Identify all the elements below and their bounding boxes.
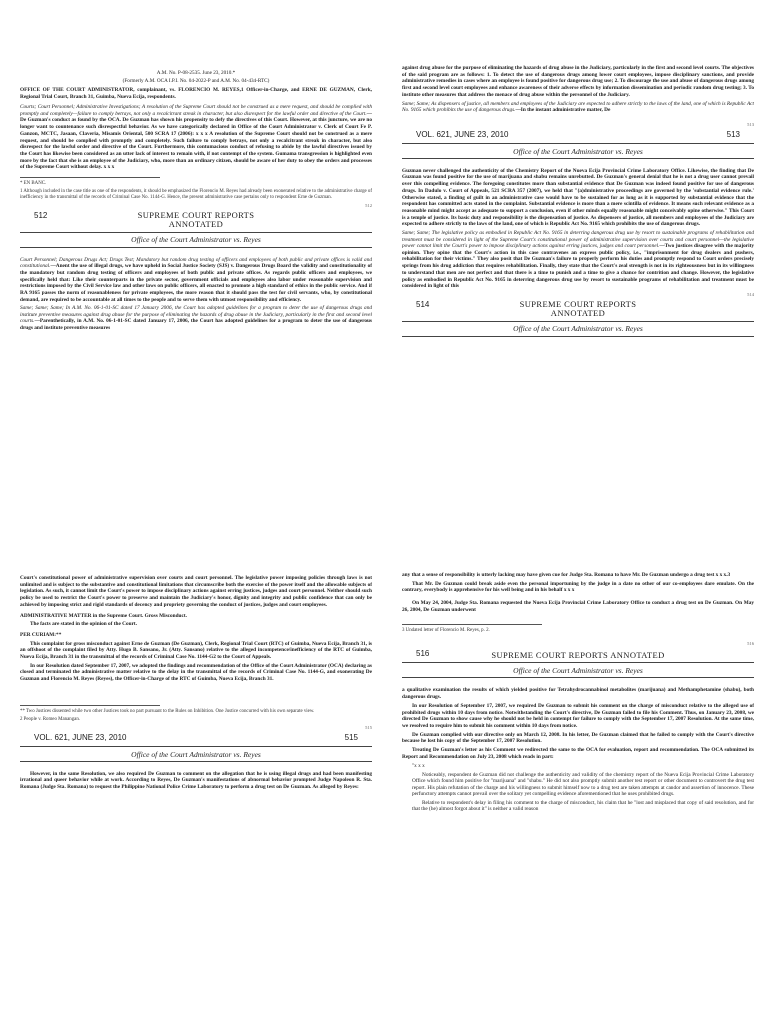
header-page-number: 516	[416, 649, 430, 659]
header-volume: VOL. 621, JUNE 23, 2010	[34, 732, 127, 742]
footnote-rule	[20, 705, 160, 706]
header-title: SUPREME COURT REPORTS ANNOTATED	[491, 650, 665, 661]
quote-paragraph-2: Noticeably, respondent de Guzman did not challenge the authenticity and validity of the chemistry report of the Nueva Ecija Provincial Crime Laboratory Office which found him positive for "marijuana" and "shabu." He did not also promptly submit another test report or other document to controvert the drug test report. His plain refutation of the charge and his willingness to submit himself now to a drug test are taken attempts at candor and assertion of innocence. These perfunctory attempts cannot prevail over the solitary yet compelling evidence aforementioned that he uses prohibited drugs.	[412, 771, 754, 798]
syllabus-4-bold: —In the instant administrative matter, De	[515, 107, 611, 114]
per-curiam: PER CURIAM:**	[20, 631, 62, 638]
footnote-3: 3 Undated letter of Florencio M. Reyes, p. 2.	[402, 627, 490, 633]
header-rule	[402, 143, 754, 144]
facts-line: The facts are stated in the opinion of the Court.	[30, 621, 138, 628]
footnote-rule	[20, 177, 160, 178]
header-title-line-2: ANNOTATED	[168, 219, 224, 230]
page-515-top	[20, 575, 372, 1024]
case-number: A.M. No. P-08-2535. June 23, 2010.*	[156, 70, 236, 76]
footnote-star: * EN BANC.	[20, 181, 47, 187]
header-page-number: 513	[726, 129, 740, 139]
header-case-title: Office of the Court Administrator vs. Reyes	[131, 749, 261, 759]
header-rule	[402, 321, 754, 322]
page-number: 516	[747, 641, 754, 647]
header-title-line-1: SUPREME COURT REPORTS	[137, 209, 255, 220]
body-paragraph-1: That Mr. De Guzman could break aside even the personal importuning by the judge in a date no other of our co-employees dare emulate. On the contrary, everybody is apprehensive for his well being and in his behalf x x x	[402, 580, 754, 594]
body-paragraph-4: In our Resolution of September 17, 2007, we required De Guzman to submit his comment on the charge of misconduct relative to the alleged use of prohibited drugs within 10 days from notice. Notwithstanding the Court's directive, De Guzman failed to file his Comment. Thus, on January 23, 2008, we directed De Guzman to show cause why he should not be held in contempt for failure to comply with the September 17, 2007 Resolution. At the same time, we resolved to require him to submit his comment within 10 days from notice.	[402, 702, 754, 729]
header-title	[402, 300, 754, 319]
syllabus-1	[20, 104, 372, 171]
syllabus-2	[20, 257, 372, 304]
page-513-top	[402, 65, 754, 565]
header-case-title: Office of the Court Administrator vs. Reyes	[513, 666, 643, 676]
footnote-2star: ** Two Justices dissented while two other Justices took no part pursuant to the Rules on Inhibition. One Justice concurred with his own separate view.	[20, 708, 315, 714]
header-case-title: Office of the Court Administrator vs. Reyes	[513, 323, 643, 333]
case-formerly: (Formerly A.M. OCA I.P.I. No. 04-2022-P and A.M. No. 04-434-RTC)	[122, 78, 270, 85]
page-number-2: 514	[747, 291, 754, 297]
continuation-text: against drug abuse for the purpose of eliminating the hazards of drug abuse in the Judiciary, particularly in the first and second level courts. The objectives of the said program are as follows: 1. To detect the use of dangerous drugs among lower court employees, impose disciplinary sanctions, and provide administrative remedies in cases where an employee is found positive for dangerous drug use; 2. To discourage the use and abuse of dangerous drugs among first and second level court employees and enhance awareness of their adverse effects by information dissemination and periodic random drug testing; 3. To institute other measures that address the menace of drug abuse within the personnel of the Judiciary.	[402, 65, 754, 98]
page-number: 513	[747, 121, 754, 127]
syllabus-1-bold: —De Guzman's conduct as found by the OCA. De Guzman has shown his propensity to defy the directives of this Court. However, at this juncture, we are no longer want to countenance such disrespectful behavior. As we have categorically declared in Office of the Court Administrator v. Clerk of Court Fe P. Ganzon, MCTC, Jasaan, Claveria, Misamis Oriental, 500 SCRA 17 (2006): x x x A resolution of the Supreme Court should not be construed as a mere request, and should be complied with promptly and completely. Such failure to comply betrays, not only a recalcitrant streak in character, but also disrespect for the lawful order and directive of the Court. Furthermore, this contumacious conduct of refusing to abide by the lawful directives issued by the Court has likewise been considered as an utter lack of interest to remain with, if not contempt of the system. Gumama transgression is highlighted even more by the fact that she is an employee of the Judiciary, who, more than an ordinary citizen, should be aware of her duty to obey the orders and processes of the Supreme Court without delay. x x x	[20, 110, 372, 171]
header-rule	[20, 232, 372, 233]
intro-paragraph: Court's constitutional power of administrative supervision over courts and court personnel. The legislative power imposing policies through laws is not unlimited and is subject to the substantive and constitutional limitations that circumscribe both the exercise of the power itself and the allowable subjects of legislation. As such, it cannot limit the Court's power to impose disciplinary actions against erring justices, judges and court personnel. Neither should such policy be used to restrict the Court's power to preserve and maintain the Judiciary's honor, dignity and integrity and public confidence that can only be achieved by imposing strict and rigid standards of decency and propriety governing the conduct of justices, judges and court employees.	[20, 575, 372, 608]
header-rule-2	[20, 247, 372, 248]
header-rule-2	[402, 336, 754, 337]
header-case-title: Office of the Court Administrator vs. Reyes	[131, 234, 261, 244]
body-paragraph-3: However, in the same Resolution, we also required De Guzman to comment on the allegation that he is using illegal drugs and had been manifesting irrational and queer behavior while at work. According to Reyes, De Guzman's manifestations of abnormal behavior prompted Judge Napoleon R. Sta. Romana (Judge Sta. Romana) to request the Philippine National Police Crime Laboratory to perform a drug test on De Guzman. As alleged by Reyes:	[20, 770, 372, 791]
header-rule	[20, 746, 372, 747]
syllabus-5	[402, 230, 754, 290]
syllabus-5-italic: Same; Same; The legislative policy as embodied in Republic Act No. 9165 in deterring dangerous drug use by resort to sustainable programs of rehabilitation and treatment must be considered in light of the Supreme Court's constitutional power of administrative supervision over courts and court personnel—the legislative power cannot limit the Court's power to impose disciplinary actions against erring justices, judges and court personnel.	[402, 230, 754, 250]
header-rule-2	[402, 158, 754, 159]
quote-line-1: "x x x	[412, 763, 425, 770]
syllabus-2-italic: Court Personnel; Dangerous Drugs Act; Drugs Test; Mandatory but random drug testing of officers and employees of both public and private offices is valid and constitutional.	[20, 256, 372, 270]
running-header	[402, 130, 754, 164]
header-case-title: Office of the Court Administrator vs. Reyes	[513, 146, 643, 156]
continuation-text: any that a sense of responsibility is utterly lacking may have given cue for Judge Sta. Romana to have Mr. De Guzman undergo a drug test x x x.3	[402, 572, 731, 578]
running-header-2	[402, 300, 754, 342]
page-516-top	[402, 572, 754, 1024]
header-page-number: 514	[416, 299, 430, 309]
syllabus-4	[402, 101, 754, 114]
header-title	[20, 211, 372, 230]
body-paragraph-2: In our Resolution dated September 17, 2007, we adopted the findings and recommendation of the Office of the Court Administrator (OCA) declaring as closed and terminated the administrative matter relative to the delay in the transmittal of the records of Criminal Case No. 1144-G, and exonerating De Guzman and Florencio M. Reyes (Reyes), the Officer-in-Charge of the RTC of Guimba, Nueva Ecija, Branch 31.	[20, 662, 372, 683]
page-number: 515	[365, 724, 372, 730]
syllabus-3	[20, 305, 372, 331]
syllabus-4-italic: Same; Same; As dispensers of justice, all members and employees of the Judiciary are expected to adhere strictly to the laws of the land, one of which is Republic Act No. 9165 which prohibits the use of dangerous drugs.	[402, 100, 754, 114]
body-paragraph-5: De Guzman complied with our directive only on March 12, 2008. In his letter, De Guzman claimed that he failed to comply with the Court's directive because he lost his copy of the September 17, 2007 Resolution.	[402, 731, 754, 745]
header-page-number: 512	[34, 210, 48, 220]
quote-paragraph-3: Relative to respondent's delay in filing his comment to the charge of misconduct, his claim that he "lost and misplaced that copy of said resolution, and for that the (he) almost forgot about it" is neither a valid reason	[412, 799, 754, 813]
header-rule-2	[402, 677, 754, 678]
syllabus-1-italic: Courts; Court Personnel; Administrative Investigations; A resolution of the Supreme Court should not be construed as a mere request, and should be complied with promptly and completely—failure to comply betrays, not only a recalcitrant streak in character, but also disrespect for the lawful order and directive of the Court.	[20, 104, 372, 117]
administrative-matter: ADMINISTRATIVE MATTER in the Supreme Court. Gross Misconduct.	[20, 612, 187, 619]
header-title-line-2: ANNOTATED	[550, 308, 606, 319]
syllabus-2-bold: —Anent the use of illegal drugs, we have upheld in Social Justice Society (SJS) v. Dangerous Drugs Board the validity and constitutionality of the mandatory but random drug testing of officers and employees of both public and private offices. As regards public officers and employees, we specifically held that: Like their counterparts in the private sector, government officials and employees also labor under reasonable supervision and restrictions imposed by the Civil Service law and other laws on public officers, all enacted to promote a high standard of ethics in the public service. And if RA 9165 passes the norm of reasonableness for private employees, the more reason that it should pass the test for civil servants, who, by constitutional demand, are required to be accountable at all times to the people and to serve them with utmost responsibility and efficiency.	[20, 263, 372, 303]
header-rule-2	[20, 761, 372, 762]
page-512-top	[20, 70, 372, 565]
footnote-rule	[402, 624, 542, 625]
header-volume: VOL. 621, JUNE 23, 2010	[416, 129, 509, 139]
running-header	[20, 211, 372, 253]
body-paragraph: Guzman never challenged the authenticity of the Chemistry Report of the Nueva Ecija Provincial Crime Laboratory Office. Likewise, the finding that De Guzman was found positive for the use of marijuana and shabu remains unrebutted. De Guzman's general denial that he is not a drug user cannot prevail over this compelling evidence. The foregoing constitutes more than substantial evidence that De Guzman was indeed found positive for use of dangerous drugs. In Dadulo v. Court of Appeals, 521 SCRA 357 (2007), we held that "(a)dministrative proceedings are governed by the 'substantial evidence rule.' Otherwise stated, a finding of guilt in an administrative case would have to be sustained for as long as it is supported by substantial evidence that the respondent has committed acts stated in the complaint. Substantial evidence is more than a mere scintilla of evidence. It means such relevant evidence as a reasonable mind might accept as adequate to support a conclusion, even if other minds equally reasonable might conceivably opine otherwise." This Court is a temple of justice. Its basic duty and responsibility is the dispensation of justice. As dispensers of justice, all members and employees of the Judiciary are expected to adhere strictly to the laws of the land, one of which is Republic Act No. 9165 which prohibits the use of dangerous drugs.	[402, 167, 754, 228]
running-header	[402, 649, 754, 683]
header-page-number: 515	[344, 732, 358, 742]
header-title-line-1: SUPREME COURT REPORTS	[519, 298, 637, 309]
syllabus-3-italic: Same; Same; Same; In A.M. No. 06-1-01-SC dated 17 January 2006, the Court has adopted guidelines for a program to deter the use of dangerous drugs and institute preventive measures against drug abuse for the purpose of eliminating the hazards of drug abuse in the Judiciary, particularly in the first and second level courts.	[20, 305, 372, 325]
header-rule	[402, 662, 754, 663]
footnote-2: 2 People v. Romeo Manangan.	[20, 716, 80, 722]
syllabus-3-bold: —Parenthetically, in A.M. No. 06-1-01-SC dated January 17, 2006, the Court has adopted guidelines for a program to deter the use of dangerous drugs and institute preventive measures	[20, 318, 372, 332]
body-paragraph-6: Treating De Guzman's letter as his Comment we redirected the same to the OCA for evaluation, report and recommendation. The OCA submitted its Report and Recommendation on July 23, 2008 which reads in part:	[402, 747, 754, 760]
body-paragraph-2: On May 24, 2004, Judge Sta. Romana requested the Nueva Ecija Provincial Crime Laboratory Office to conduct a drug test on De Guzman. On May 26, 2004, De Guzman underwent	[402, 600, 754, 613]
page-number: 512	[365, 202, 372, 208]
running-header	[20, 733, 372, 767]
footnote-1: 1 Although included in the case title as one of the respondents, it should be emphasized the Florencio M. Reyes had already been exonerated relative to the administrative charge of inefficiency in the transmittal of the records of Criminal Case No. 1144-G. Hence, the present administrative case pertains only to respondent Erne de Guzman.	[20, 188, 372, 200]
body-paragraph-1: This complaint for gross misconduct against Erne de Guzman (De Guzman), Clerk, Regional Trial Court (RTC) of Guimba, Nueva Ecija, Branch 31, is an offshoot of the complaint filed by Atty. Hugo B. Sansano, Jr. (Atty. Sansano) relative to the alleged incompetence/inefficiency of the RTC of Guimba, Nueva Ecija, Branch 31 in the transmittal of the records of Criminal Case No. 1144-G2 to the Court of Appeals.	[20, 640, 372, 661]
case-parties: OFFICE OF THE COURT ADMINISTRATOR, complainant, vs. FLORENCIO M. REYES,1 Officer-in-Charge, and ERNE DE GUZMAN, Clerk, Regional Trial Court, Branch 31, Guimba, Nueva Ecija, respondents.	[20, 86, 372, 100]
body-paragraph-3: a qualitative examination the results of which yielded positive for Tetrahydrocannabinol metabolites (marijuana) and Methamphetamine (shabu), both dangerous drugs.	[402, 687, 754, 701]
syllabus-5-bold: —Two justices disagree with the majority opinion. They opine that the Court's action in this case contravenes an express public policy, i.e., "imprisonment for drug dealers and pushers, rehabilitation for their victims." They also posit that De Guzman's failure to properly perform his duties and promptly respond to Court orders precisely springs from his drug addiction that requires rehabilitation. Finally, they state that the Court's zeal strength is not in its righteousness but in its willingness to understand that men are not perfect and that there is a time to punish and a time to give a chance for contrition and change. However, the legislative policy as embodied in Republic Act No. 9165 in deterring dangerous drug use by resort to sustainable programs of rehabilitation and treatment must be considered in light of this	[402, 243, 754, 290]
